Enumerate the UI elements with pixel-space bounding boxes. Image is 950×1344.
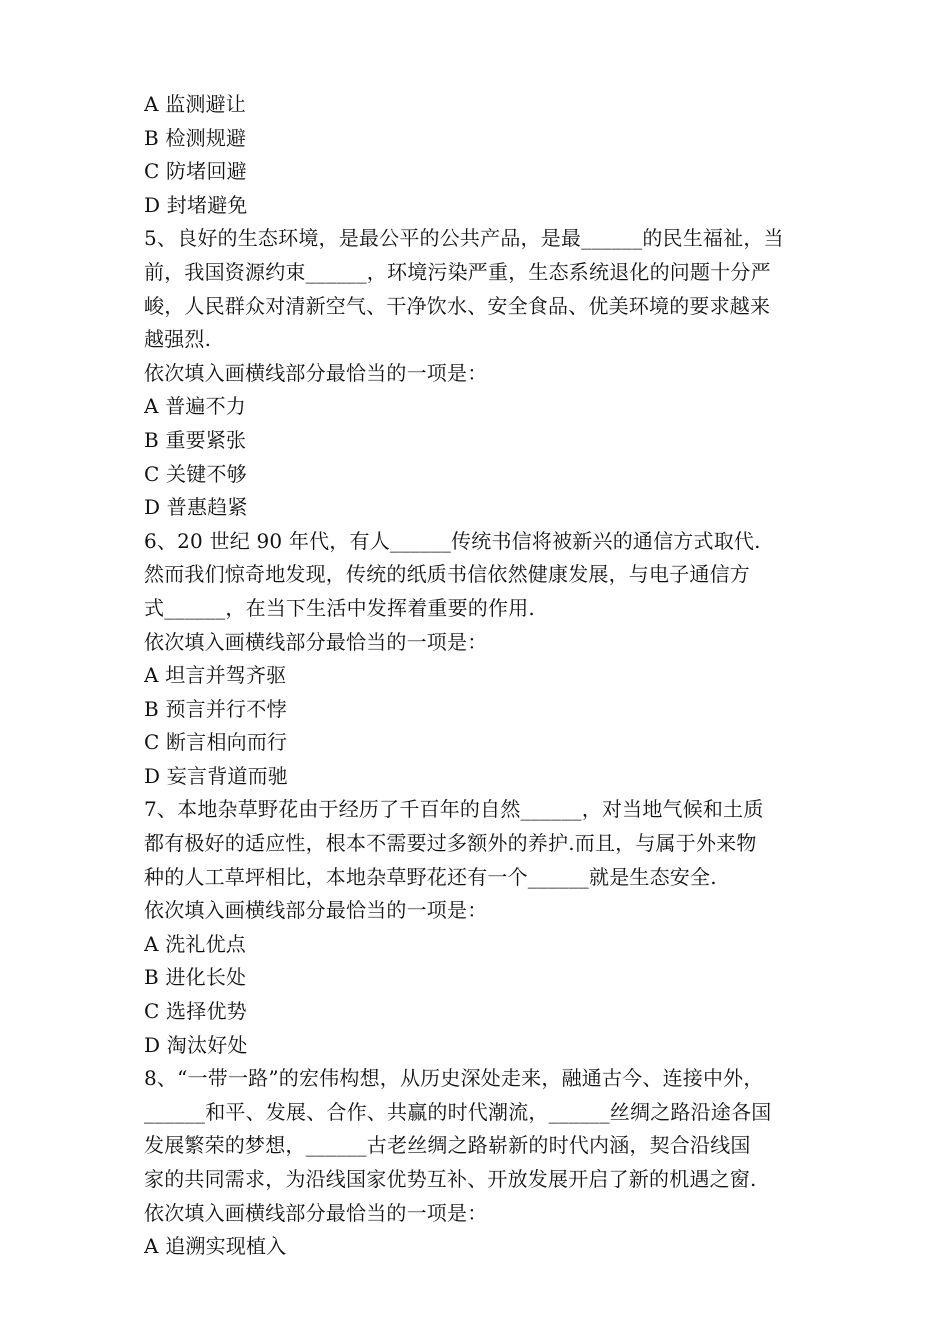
option-line: A 追溯实现植入 [144,1234,287,1259]
option-line: C 选择优势 [144,999,247,1024]
question-prompt: 依次填入画横线部分最恰当的一项是： [144,898,488,923]
question-6-text: 6、20 世纪 90 年代，有人______传统书信将被新兴的通信方式取代. [144,528,761,553]
question-7-text: 7、本地杂草野花由于经历了千百年的自然______，对当地气候和土质 [144,797,764,822]
question-8-text: 家的共同需求，为沿线国家优势互补、开放发展开启了新的机遇之窗. [144,1167,757,1191]
question-prompt: 依次填入画横线部分最恰当的一项是： [144,629,488,654]
question-5-text: 前，我国资源约束______，环境污染严重，生态系统退化的问题十分严 [144,259,771,284]
question-5-text: 越强烈. [144,327,212,352]
option-line: C 断言相向而行 [144,730,288,755]
option-line: A 坦言并驾齐驱 [144,663,287,688]
option-line: D 封堵避免 [144,192,248,217]
question-8-text: 发展繁荣的梦想，______古老丝绸之路崭新的时代内涵，契合沿线国 [144,1133,751,1158]
option-line: A 洗礼优点 [144,931,247,956]
question-prompt: 依次填入画横线部分最恰当的一项是： [144,360,488,385]
option-line: D 普惠趋紧 [144,495,248,520]
option-line: C 防堵回避 [144,159,247,184]
option-line: A 监测避让 [144,92,247,116]
question-8-text: ______和平、发展、合作、共赢的时代潮流，______丝绸之路沿途各国 [144,1099,772,1124]
question-8-text: 8、“一带一路”的宏伟构想，从历史深处走来，融通古今、连接中外， [144,1066,764,1091]
option-line: D 淘汰好处 [144,1032,248,1057]
question-prompt: 依次填入画横线部分最恰当的一项是： [144,1200,488,1225]
option-line: B 进化长处 [144,965,247,990]
question-5-text: 5、良好的生态环境，是最公平的公共产品，是最______的民生福祉，当 [144,226,784,251]
option-line: B 重要紧张 [144,427,247,452]
question-7-text: 种的人工草坪相比，本地杂草野花还有一个______就是生态安全. [144,864,717,889]
question-6-text: 然而我们惊奇地发现，传统的纸质书信依然健康发展，与电子通信方 [144,562,750,587]
option-line: B 检测规避 [144,125,247,150]
option-line: B 预言并行不悖 [144,696,287,721]
question-6-text: 式______，在当下生活中发挥着重要的作用. [144,595,535,620]
question-7-text: 都有极好的适应性，根本不需要过多额外的养护.而且，与属于外来物 [144,831,757,856]
option-line: A 普遍不力 [144,394,247,419]
option-line: D 妄言背道而驰 [144,763,288,788]
question-5-text: 峻，人民群众对清新空气、干净饮水、安全食品、优美环境的要求越来 [144,293,771,318]
document-body [144,88,814,1264]
option-line: C 关键不够 [144,461,247,486]
